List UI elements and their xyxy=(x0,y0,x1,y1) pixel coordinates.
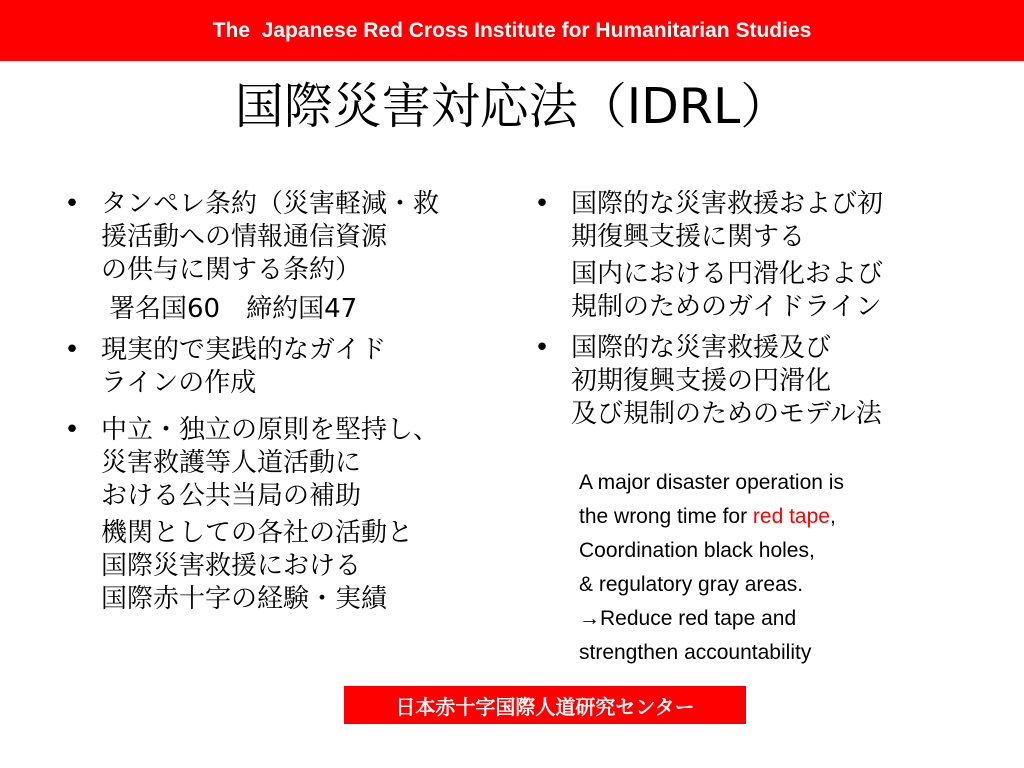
item-text-line: 規制のためのガイドライン xyxy=(571,292,882,322)
item-text-line: 及び規制のためのモデル法 xyxy=(571,399,882,429)
header-title: The Japanese Red Cross Institute for Humanitarian Studies xyxy=(212,18,812,42)
footer-badge: 日本赤十字国際人道研究センター xyxy=(344,686,746,724)
english-line: & regulatory gray areas. xyxy=(579,573,804,596)
item-text-line: 援活動への情報通信資源 xyxy=(101,222,388,252)
left-column xyxy=(60,188,500,616)
english-line: Coordination black holes, xyxy=(579,539,815,562)
english-line: →Reduce red tape and xyxy=(579,607,797,630)
bullet-icon: • xyxy=(64,415,80,445)
bullet-icon: • xyxy=(64,189,80,219)
list-item-model-act xyxy=(530,332,1000,431)
item-text-line: ラインの作成 xyxy=(101,368,257,398)
item-text-line: 国際的な災害救援および初 xyxy=(571,189,884,219)
bullet-icon: • xyxy=(534,333,550,363)
item-text-line: 中立・独立の原則を堅持し、 xyxy=(101,415,440,445)
list-item-guidelines xyxy=(530,188,1000,324)
item-text-line: おける公共当局の補助 xyxy=(101,481,362,511)
item-text-line: 国際災害救援における xyxy=(101,551,362,581)
item-text-line: 国際的な災害救援及び xyxy=(571,333,832,363)
list-item-tampere xyxy=(60,188,500,326)
english-line xyxy=(579,500,999,534)
list-item-neutrality xyxy=(60,414,500,616)
red-tape-highlight: red tape xyxy=(752,505,830,528)
english-text: the wrong time for xyxy=(579,505,753,528)
slide-title: 国際災害対応法（IDRL） xyxy=(234,78,790,135)
item-text-line: 災害救護等人道活動に xyxy=(101,448,362,478)
english-text: , xyxy=(829,505,836,528)
item-text-line: 国内における円滑化および xyxy=(571,259,884,289)
item-text-line: 初期復興支援の円滑化 xyxy=(571,366,832,396)
item-text-line: 期復興支援に関する xyxy=(571,222,806,252)
bullet-icon: • xyxy=(534,189,550,219)
item-text-line: 現実的で実践的なガイド xyxy=(101,335,387,365)
bullet-icon: • xyxy=(64,335,80,365)
item-text-line: 機関としての各社の活動と xyxy=(101,518,414,548)
item-text-line: の供与に関する条約） xyxy=(101,255,362,285)
english-note xyxy=(579,466,999,670)
signatory-count: 署名国60 締約国47 xyxy=(109,294,358,324)
list-item-guideline xyxy=(60,334,500,400)
right-column xyxy=(530,188,1000,431)
item-text-line: 国際赤十字の経験・実績 xyxy=(101,584,388,614)
english-line: A major disaster operation is xyxy=(579,471,844,494)
header-bar xyxy=(0,0,1024,61)
item-text-line: タンペレ条約（災害軽減・救 xyxy=(101,189,440,219)
english-line: strengthen accountability xyxy=(579,641,812,664)
